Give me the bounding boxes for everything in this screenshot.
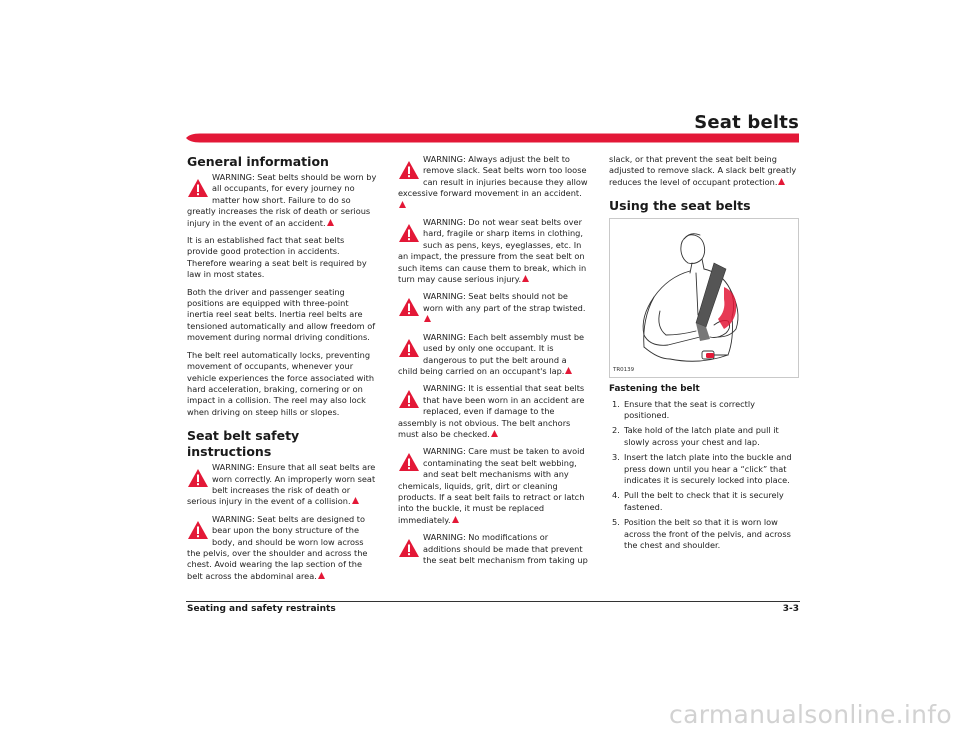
warning-text: WARNING: No modifications or additions should be made that prevent the seat belt mechanism from taking up [423, 532, 588, 565]
warning-block [398, 154, 588, 211]
warning-end-icon [327, 219, 334, 226]
warning-text: WARNING: Seat belts should be worn by all occupants, for every journey no matter how short. Failure to do so greatly increases the risk of death or serious injury in the event of an accident. [187, 172, 377, 228]
warning-block [398, 291, 588, 325]
warning-block [398, 532, 588, 566]
figure-code: TR0139 [613, 366, 635, 373]
person-fastening-belt-illustration [610, 219, 798, 377]
warning-triangle-icon [398, 538, 420, 558]
column-right [609, 154, 799, 556]
watermark: carmanualsonline.info [669, 700, 952, 729]
footer-page-number: 3-3 [782, 604, 799, 614]
warning-block [398, 383, 588, 440]
warning-triangle-icon [398, 338, 420, 358]
seat-belt-illustration [609, 218, 799, 378]
warning-block [398, 446, 588, 526]
heading-using-seat-belts: Using the seat belts [609, 198, 751, 214]
warning-text: WARNING: It is essential that seat belts that have been worn in an accident are replaced, even if damage to the assembly is not obvious. The belt anchors must also be checked. [398, 383, 585, 439]
warning-end-icon [399, 201, 406, 208]
column-middle [398, 154, 588, 572]
warning-continuation [609, 154, 799, 188]
warning-triangle-icon [187, 178, 209, 198]
warning-block [187, 514, 377, 582]
warning-triangle-icon [398, 160, 420, 180]
warning-text: WARNING: Seat belts should not be worn with any part of the strap twisted. [423, 291, 586, 313]
fastening-steps-list [609, 399, 799, 552]
warning-block [398, 217, 588, 285]
subheading-fastening-belt: Fastening the belt [609, 384, 700, 395]
list-item: 3. Insert the latch plate into the buckle and press down until you hear a “click” that indicates it is securely locked into place. [612, 452, 792, 486]
warning-triangle-icon [187, 520, 209, 540]
warning-text: slack, or that prevent the seat belt being adjusted to remove slack. A slack belt greatly reduces the level of occupant protection. [609, 154, 797, 187]
warning-triangle-icon [398, 297, 420, 317]
footer-rule [186, 601, 800, 602]
warning-text: WARNING: Care must be taken to avoid contaminating the seat belt webbing, and seat belt mechanisms with any chemicals, liquids, grit, dirt or cleaning products. If a seat belt fails to retract or latch into the buckle, it must be replaced immediately. [398, 446, 585, 525]
warning-end-icon [352, 497, 359, 504]
warning-triangle-icon [398, 223, 420, 243]
warning-triangle-icon [187, 468, 209, 488]
warning-block [398, 332, 588, 378]
warning-end-icon [452, 516, 459, 523]
warning-triangle-icon [398, 389, 420, 409]
warning-text: WARNING: Do not wear seat belts over hard, fragile or sharp items in clothing, such as pens, keys, eyeglasses, etc. In an impact, the pressure from the seat belt on such items can cause them to break, which in turn may cause serious injury. [398, 217, 587, 285]
page-title: Seat belts [694, 112, 799, 133]
column-left [187, 154, 377, 588]
list-item: 2. Take hold of the latch plate and pull it slowly across your chest and lap. [612, 425, 779, 447]
warning-block [187, 172, 377, 229]
paragraph: It is an established fact that seat belts provide good protection in accidents. Therefore wearing a seat belt is required by law in most states. [187, 235, 367, 280]
warning-block [187, 462, 377, 508]
paragraph: The belt reel automatically locks, preventing movement of occupants, whenever your vehicle experiences the force associated with hard acceleration, braking, cornering or on impact in a collision. The reel may also lock when driving on steep hills or slopes. [187, 349, 375, 417]
warning-end-icon [424, 315, 431, 322]
footer-section-title: Seating and safety restraints [187, 604, 336, 614]
list-item: 4. Pull the belt to check that it is securely fastened. [612, 490, 784, 512]
warning-triangle-icon [398, 452, 420, 472]
warning-end-icon [491, 430, 498, 437]
warning-end-icon [522, 275, 529, 282]
warning-text: WARNING: Seat belts are designed to bear upon the bony structure of the body, and should be worn low across the pelvis, over the shoulder and across the chest. Avoid wearing the lap section of the belt across the abdominal area. [187, 513, 368, 581]
paragraph: Both the driver and passenger seating positions are equipped with three-point inertia reel seat belts. Inertia reel belts are tensioned automatically and allow freedom of movement during normal driving conditions. [187, 286, 376, 343]
list-item: 1. Ensure that the seat is correctly positioned. [612, 398, 755, 421]
warning-end-icon [318, 572, 325, 579]
heading-safety-instructions: Seat belt safety instructions [187, 428, 300, 460]
heading-general-information: General information [187, 154, 329, 169]
warning-text: WARNING: Each belt assembly must be used by only one occupant. It is dangerous to put the belt around a child being carried on an occupant's lap. [398, 331, 585, 376]
warning-end-icon [778, 178, 785, 185]
title-accent-bar [186, 133, 799, 143]
warning-end-icon [565, 367, 572, 374]
warning-text: WARNING: Always adjust the belt to remove slack. Seat belts worn too loose can result in injuries because they allow excessive forward movement in an accident. [398, 154, 588, 199]
warning-text: WARNING: Ensure that all seat belts are worn correctly. An improperly worn seat belt increases the risk of death or serious injury in the event of a collision. [187, 462, 376, 507]
list-item: 5. Position the belt so that it is worn low across the front of the pelvis, and across the chest and shoulder. [612, 517, 791, 551]
